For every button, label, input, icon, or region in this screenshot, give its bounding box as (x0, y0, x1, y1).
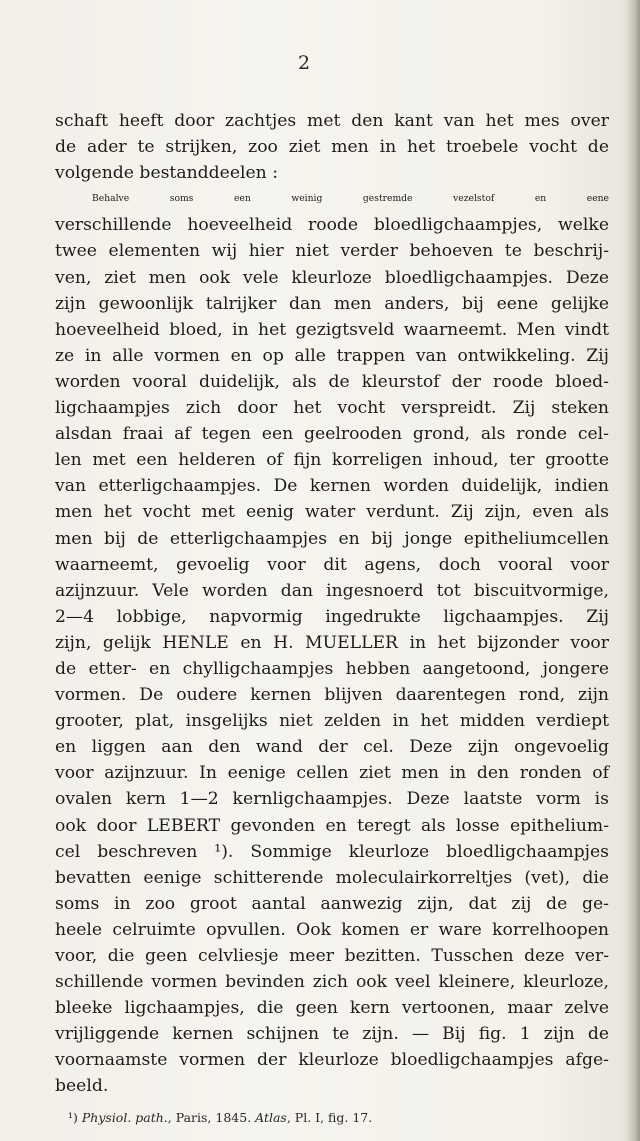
text-line: ze in alle vormen en op alle trappen van ontwikkeling. Zij (55, 345, 609, 366)
text-line: azijnzuur. Vele worden dan ingesnoerd tot biscuitvormige, (55, 580, 609, 601)
footnote-marker: ¹) (68, 1110, 78, 1125)
text-line: hoeveelheid bloed, in het gezigtsveld waarneemt. Men vindt (55, 319, 609, 340)
text-line: men bij de etterligchaampjes en bij jonge epitheliumcellen (55, 528, 609, 549)
text-line: bleeke ligchaampjes, die geen kern vertoonen, maar zelve (55, 998, 609, 1019)
text-line: worden vooral duidelijk, als de kleurstof der roode bloed- (55, 371, 609, 392)
text-line: grooter, plat, insgelijks niet zelden in het midden verdiept (55, 711, 609, 732)
text-line: zijn gewoonlijk talrijker dan men anders, bij eene gelijke (55, 293, 609, 314)
text-line: beeld. (55, 1076, 109, 1097)
text-line: alsdan fraai af tegen een geelrooden grond, als ronde cel- (55, 424, 609, 445)
text-line: ovalen kern 1—2 kernligchaampjes. Deze laatste vorm is (55, 789, 609, 810)
text-line: voornaamste vormen der kleurloze bloedligchaampjes afge- (55, 1050, 609, 1071)
text-line: verschillende hoeveelheid roode bloedligchaampjes, welke (55, 215, 609, 236)
text-line: ook door LEBERT gevonden en teregt als losse epithelium- (55, 815, 609, 836)
text-line: van etterligchaampjes. De kernen worden duidelijk, indien (55, 476, 609, 497)
page-number: 2 (298, 52, 311, 74)
text-line: soms in zoo groot aantal aanwezig zijn, dat zij de ge- (55, 893, 609, 914)
text-line: waarneemt, gevoelig voor dit agens, doch vooral voor (55, 554, 609, 575)
text-line: de ader te strijken, zoo ziet men in het troebele vocht de (55, 137, 609, 158)
text-line: heele celruimte opvullen. Ook komen er ware korrelhoopen (55, 919, 609, 940)
body-text (55, 108, 609, 1100)
text-line: twee elementen wij hier niet verder behoeven te beschrij- (55, 241, 609, 262)
text-line: de etter- en chylligchaampjes hebben aangetoond, jongere (55, 658, 609, 679)
text-line: bevatten eenige schitterende moleculairkorreltjes (vet), die (55, 867, 609, 888)
footnote-place: , Paris, 1845. (167, 1110, 252, 1125)
text-line: voor, die geen celvliesje meer bezitten. Tusschen deze ver- (55, 946, 609, 966)
text-line: volgende bestanddeelen : (55, 163, 278, 184)
text-line: voor azijnzuur. In eenige cellen ziet men in den ronden of (55, 763, 609, 784)
text-line: en liggen aan den wand der cel. Deze zijn ongevoelig (55, 737, 609, 758)
text-line: len met een helderen of fijn korreligen inhoud, ter grootte (55, 450, 609, 471)
text-line: schillende vormen bevinden zich ook veel kleinere, kleurloze, (55, 972, 609, 993)
footnote-source: Physiol. path. (81, 1110, 168, 1125)
text-line: men het vocht met eenig water verdunt. Zij zijn, even als (55, 502, 609, 523)
footnote-atlas: Atlas (255, 1110, 287, 1125)
text-line: Behalve soms een weinig gestremde vezelstof en eene (92, 193, 609, 205)
text-line: ven, ziet men ook vele kleurloze bloedligchaampjes. Deze (55, 267, 609, 288)
text-line: zijn, gelijk HENLE en H. MUELLER in het bijzonder voor (55, 632, 609, 653)
text-line: vrijliggende kernen schijnen te zijn. — Bij fig. 1 zijn de (55, 1024, 609, 1045)
text-line: 2—4 lobbige, napvormig ingedrukte ligchaampjes. Zij (55, 606, 609, 627)
footnote (68, 1110, 372, 1125)
text-line: cel beschreven ¹). Sommige kleurloze bloedligchaampjes (55, 841, 609, 862)
text-line: schaft heeft door zachtjes met den kant van het mes over (55, 111, 609, 131)
text-line: ligchaampjes zich door het vocht verspreidt. Zij steken (55, 398, 609, 419)
footnote-ref: , Pl. I, fig. 17. (286, 1110, 373, 1125)
text-line: vormen. De oudere kernen blijven daarentegen rond, zijn (55, 685, 609, 706)
page-edge-shadow (626, 0, 640, 1141)
